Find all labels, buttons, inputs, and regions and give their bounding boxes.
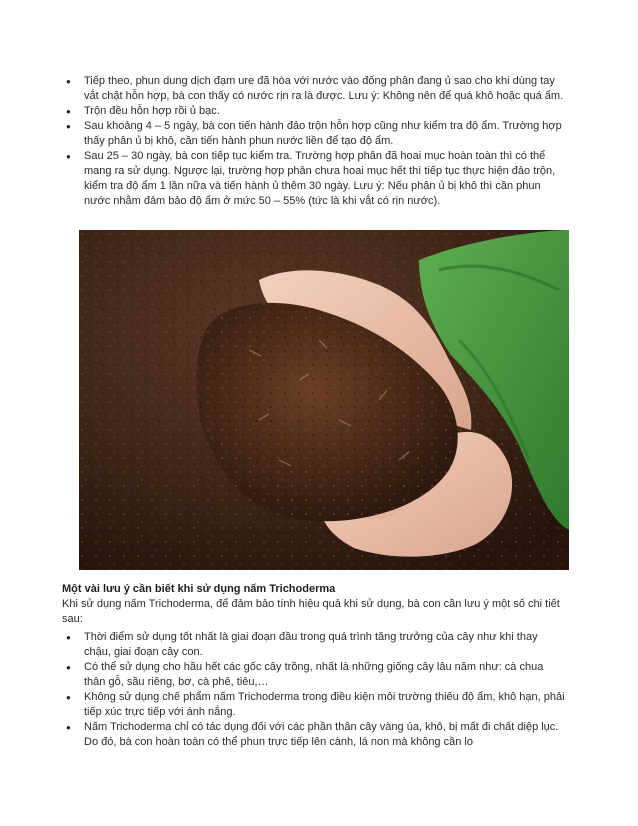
list-item: ● Không sử dụng chế phẩm nấm Trichoderma trong điều kiện môi trường thiếu độ ẩm, khô hạn, phải tiếp xúc trực tiếp với ánh nắng. xyxy=(62,690,566,720)
list-item: ● Thời điểm sử dụng tốt nhất là giai đoạn đầu trong quá trình tăng trưởng của cây như khi thay chậu, giai đoạn cây con. xyxy=(62,630,566,660)
compost-illustration xyxy=(79,230,569,570)
list-item: ● Sau khoảng 4 – 5 ngày, bà con tiến hành đảo trộn hỗn hợp cũng như kiểm tra độ ẩm. Trường hợp thấy phân ủ bị khô, cần tiến hành phun nước liền để tạo độ ẩm. xyxy=(62,119,566,149)
list-item: ● Nấm Trichoderma chỉ có tác dụng đối với các phần thân cây vàng úa, khô, bị mất đi chất diệp lục. Do đó, bà con hoàn toàn có thể phun trực tiếp lên cành, lá non mà không cần lo xyxy=(62,720,566,750)
list-item: ● Sau 25 – 30 ngày, bà con tiếp tục kiểm tra. Trường hợp phân đã hoai mục hoàn toàn thì có thể mang ra sử dụng. Ngược lại, trường hợp phân chưa hoai mục hết thì tiếp tục thực hiện đảo trộn, kiểm tra độ ẩm 1 lần nữa và tiến hành ủ thêm 30 ngày. Lưu ý: Nếu phân ủ bị khô thì cần phun nước nhằm đảm bảo độ ẩm ở mức 50 – 55% (tức là khi vắt có rịn nước). xyxy=(62,149,566,209)
section-heading: Một vài lưu ý cần biết khi sử dụng nấm Trichoderma xyxy=(62,583,336,595)
list-item: ● Có thể sử dụng cho hầu hết các gốc cây trồng, nhất là những giống cây lâu năm như: cà chua thân gỗ, sầu riêng, bơ, cà phê, tiêu,… xyxy=(62,660,566,690)
usage-notes-list xyxy=(62,630,566,750)
intro-paragraph: Khi sử dụng nấm Trichoderma, để đảm bảo tính hiệu quả khi sử dụng, bà con cần lưu ý một số chi tiết sau: xyxy=(62,598,560,625)
composting-steps-list xyxy=(62,74,566,209)
list-item: ● Trộn đều hỗn hợp rồi ủ bạc. xyxy=(62,104,566,119)
compost-in-hands-photo xyxy=(79,230,569,570)
list-item: ● Tiếp theo, phun dung dịch đạm ure đã hòa với nước vào đống phân đang ủ sao cho khi dùng tay vắt chặt hỗn hợp, bà con thấy có nước rịn ra là được. Lưu ý: Không nên để quá khô hoặc quá ẩm. xyxy=(62,74,566,104)
